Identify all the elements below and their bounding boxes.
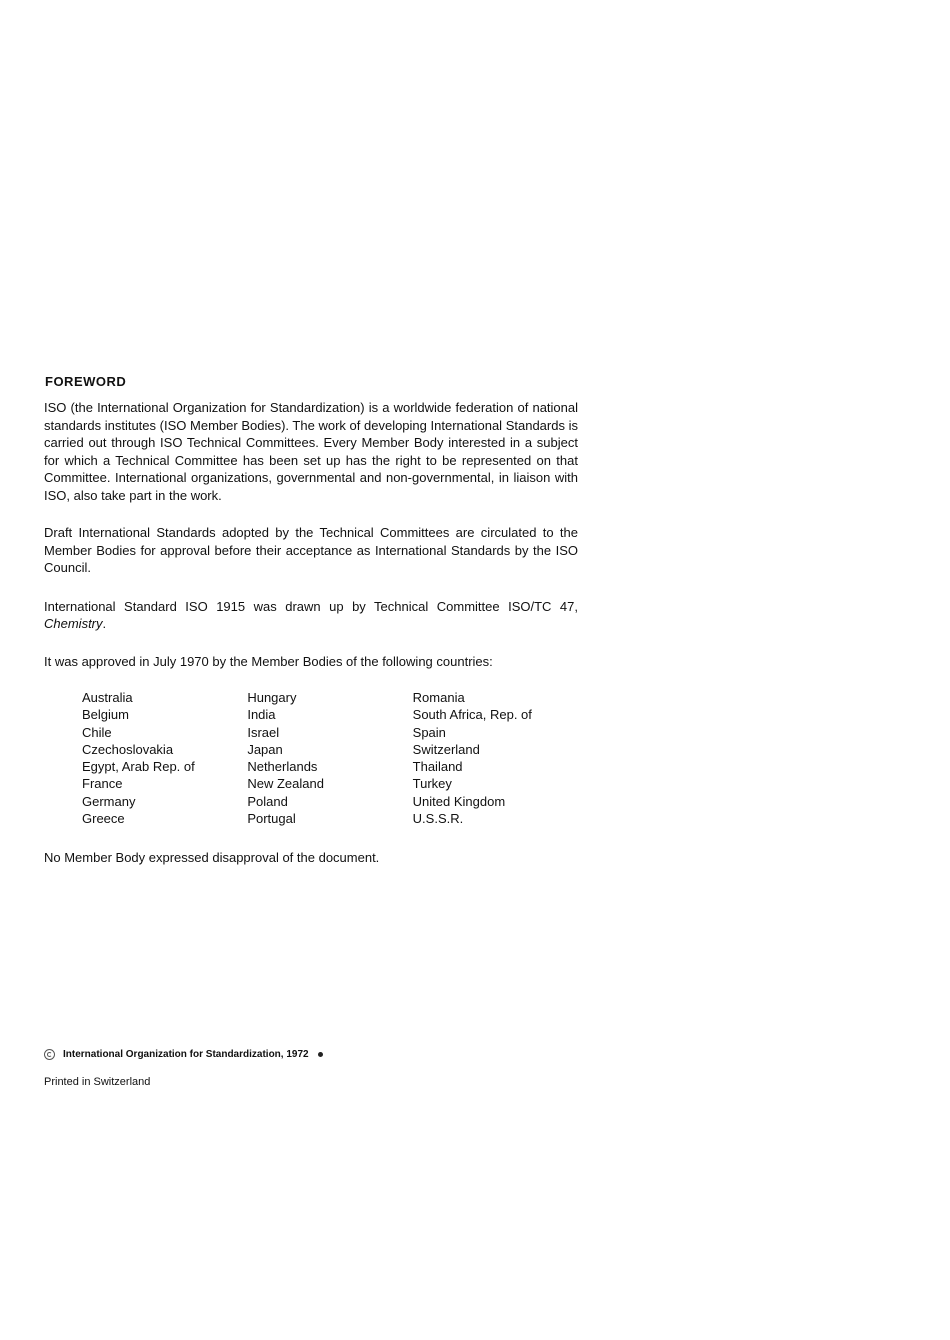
page-footer [44, 1049, 323, 1088]
country-item: Greece [82, 811, 125, 827]
printed-location: Printed in Switzerland [44, 1076, 151, 1088]
copyright-icon [44, 1049, 55, 1060]
country-item: Egypt, Arab Rep. of [82, 759, 195, 775]
country-item: Hungary [247, 690, 297, 705]
country-item: Portugal [247, 811, 296, 827]
committee-name: Chemistry [44, 616, 103, 631]
standard-period: . [102, 616, 107, 631]
copyright-line [44, 1049, 323, 1060]
country-item: Israel [247, 724, 280, 740]
country-item: Turkey [412, 776, 452, 792]
country-item: Romania [412, 690, 465, 705]
country-item: Switzerland [412, 741, 480, 757]
bullet-mark-icon [318, 1052, 323, 1057]
country-item: Netherlands [247, 759, 318, 775]
foreword-heading: FOREWORD [45, 374, 127, 389]
country-item: Japan [247, 741, 283, 757]
country-item: Belgium [82, 707, 129, 723]
foreword-section [44, 374, 578, 867]
foreword-paragraph-approval: It was approved in July 1970 by the Member Bodies of the following countries: [44, 653, 493, 669]
country-item: Poland [247, 793, 288, 809]
country-item: U.S.S.R. [412, 811, 464, 827]
country-item: Thailand [412, 759, 463, 775]
country-item: Chile [82, 724, 112, 740]
country-item: Czechoslovakia [82, 741, 174, 757]
country-item: South Africa, Rep. of [412, 707, 532, 723]
foreword-paragraph-standard [44, 598, 578, 633]
country-item: New Zealand [247, 776, 324, 792]
country-column-1 [82, 689, 247, 827]
country-column-3 [413, 689, 578, 827]
country-item: Germany [82, 793, 136, 809]
country-item: India [247, 707, 276, 723]
country-column-2 [247, 689, 412, 827]
country-item: Spain [412, 724, 446, 740]
country-item: Australia [82, 690, 133, 705]
standard-text: International Standard ISO 1915 was drawn up by Technical Committee ISO/TC 47, [44, 598, 578, 614]
country-item: United Kingdom [412, 793, 506, 809]
foreword-paragraph-drafts: Draft International Standards adopted by the Technical Committees are circulated to the Member Bodies for approval before their acceptance as International Standards by the ISO Council. [44, 525, 578, 575]
country-item: France [82, 776, 123, 792]
copyright-text: International Organization for Standardization, 1972 [63, 1049, 309, 1060]
foreword-paragraph-iso: ISO (the International Organization for Standardization) is a worldwide federation of national standards institutes (ISO Member Bodies). The work of developing International Standards is carried out through ISO Technical Committees. Every Member Body interested in a subject for which a Technical Committee has been set up has the right to be represented on that Committee. International organizations, governmental and non-governmental, in liaison with ISO, also take part in the work. [44, 400, 578, 503]
disapproval-statement: No Member Body expressed disapproval of the document. [44, 850, 380, 866]
country-list [82, 689, 578, 827]
